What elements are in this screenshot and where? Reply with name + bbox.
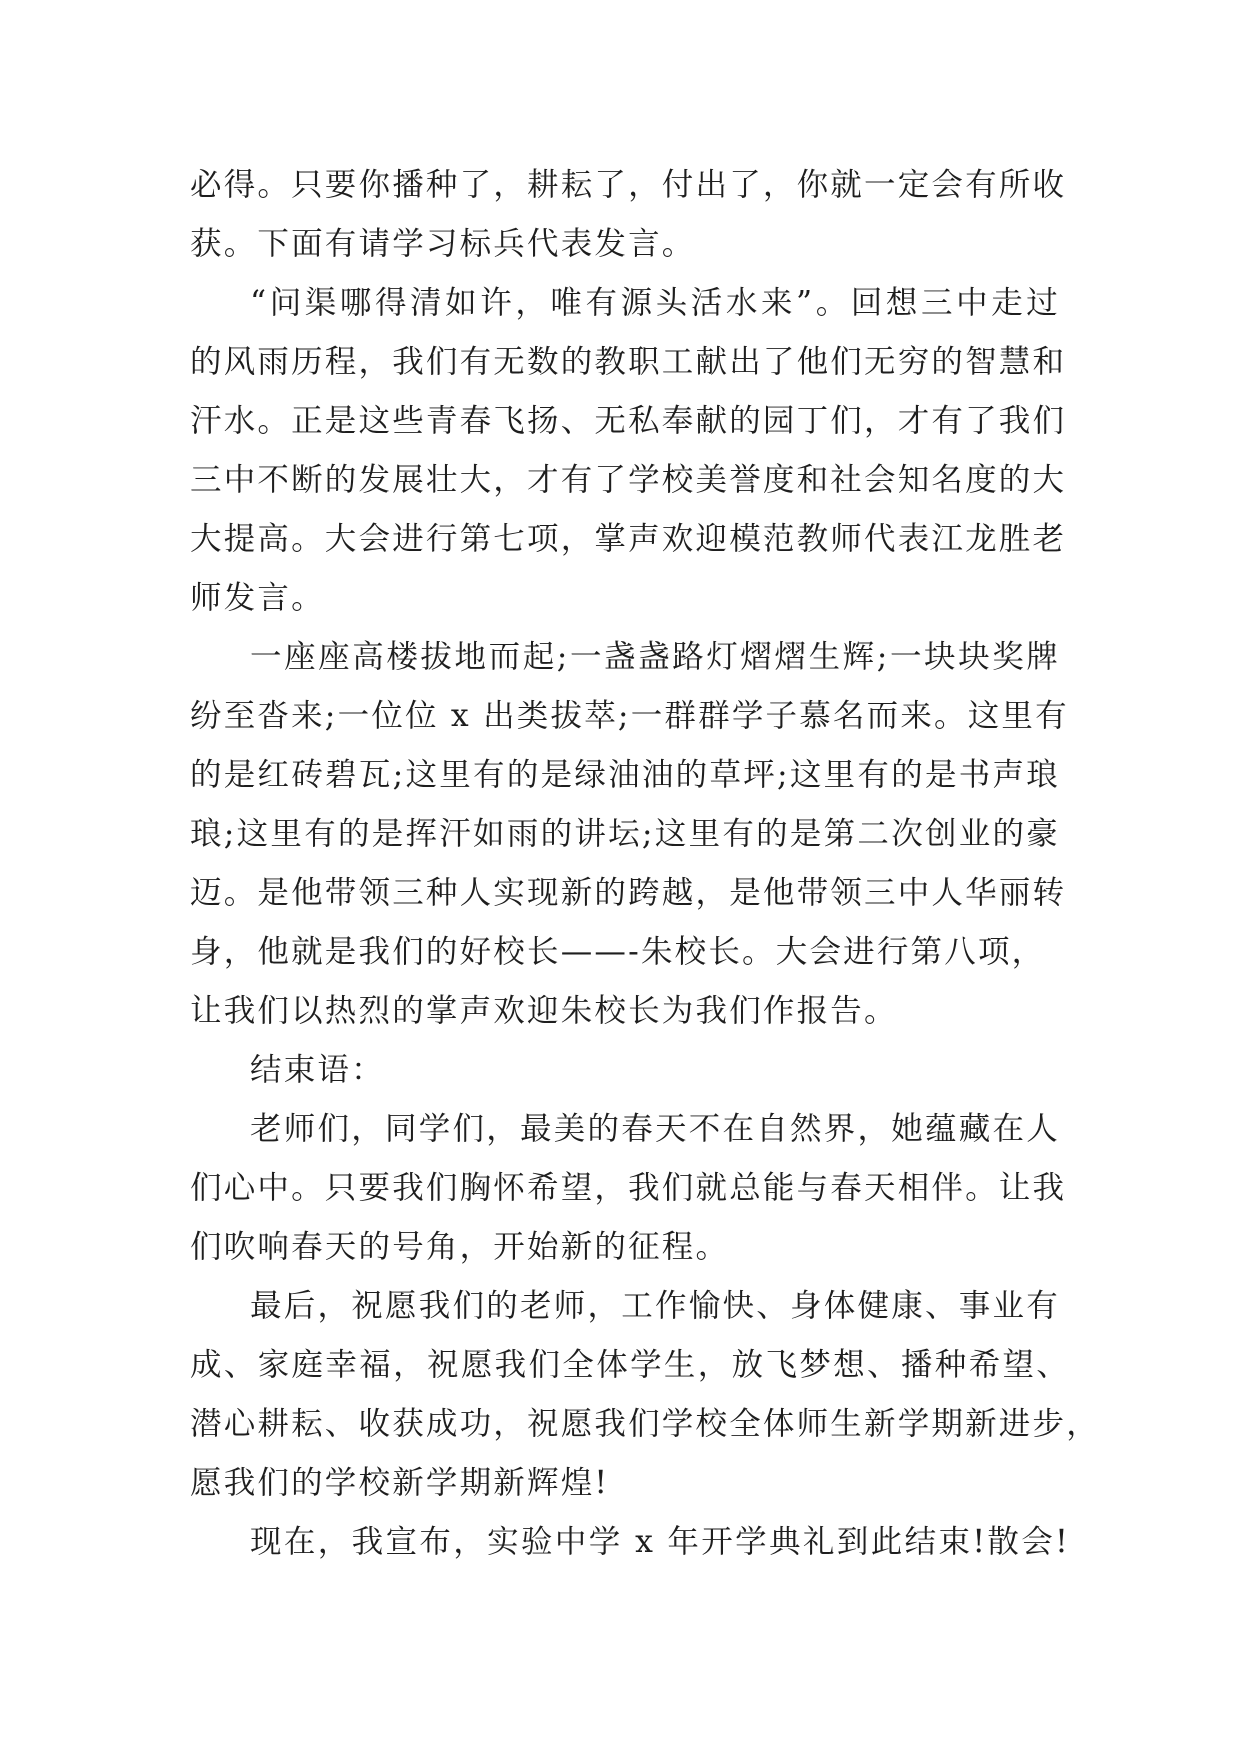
text-line: 汗水。正是这些青春飞扬、无私奉献的园丁们，才有了我们 [190,403,1067,439]
text-line: 老师们，同学们，最美的春天不在自然界，她蕴藏在人 [250,1111,1060,1147]
text-line: 纷至沓来;一位位 x 出类拔萃;一群群学子慕名而来。这里有 [190,698,1069,734]
text-line: 获。下面有请学习标兵代表发言。 [190,226,696,262]
text-line: 的风雨历程，我们有无数的教职工献出了他们无穷的智慧和 [190,344,1067,380]
text-line: 一座座高楼拔地而起;一盏盏路灯熠熠生辉;一块块奖牌 [250,639,1060,675]
text-line: 最后，祝愿我们的老师，工作愉快、身体健康、事业有 [250,1288,1060,1324]
text-line: 成、家庭幸福，祝愿我们全体学生，放飞梦想、播种希望、 [190,1347,1070,1383]
text-line: 让我们以热烈的掌声欢迎朱校长为我们作报告。 [190,993,898,1029]
text-line: 必得。只要你播种了，耕耘了，付出了，你就一定会有所收 [190,167,1067,203]
text-line: 琅;这里有的是挥汗如雨的讲坛;这里有的是第二次创业的豪 [190,816,1060,852]
text-line: 大提高。大会进行第七项，掌声欢迎模范教师代表江龙胜老 [190,521,1067,557]
text-line: 们吹响春天的号角，开始新的征程。 [190,1229,730,1265]
text-line: 结束语： [250,1052,385,1088]
text-line: 迈。是他带领三种人实现新的跨越，是他带领三中人华丽转 [190,875,1067,911]
text-line: 三中不断的发展壮大，才有了学校美誉度和社会知名度的大 [190,462,1067,498]
text-line: 现在，我宣布，实验中学 x 年开学典礼到此结束!散会! [250,1524,1070,1560]
text-line: 的是红砖碧瓦;这里有的是绿油油的草坪;这里有的是书声琅 [190,757,1060,793]
text-line: 潜心耕耘、收获成功，祝愿我们学校全体师生新学期新进步， [190,1406,1100,1442]
text-line: 身，他就是我们的好校长——-朱校长。大会进行第八项， [190,934,1046,970]
text-line: 愿我们的学校新学期新辉煌! [190,1465,610,1501]
text-line: “问渠哪得清如许，唯有源头活水来”。回想三中走过 [250,285,1060,321]
text-line: 们心中。只要我们胸怀希望，我们就总能与春天相伴。让我 [190,1170,1067,1206]
text-line: 师发言。 [190,580,325,616]
